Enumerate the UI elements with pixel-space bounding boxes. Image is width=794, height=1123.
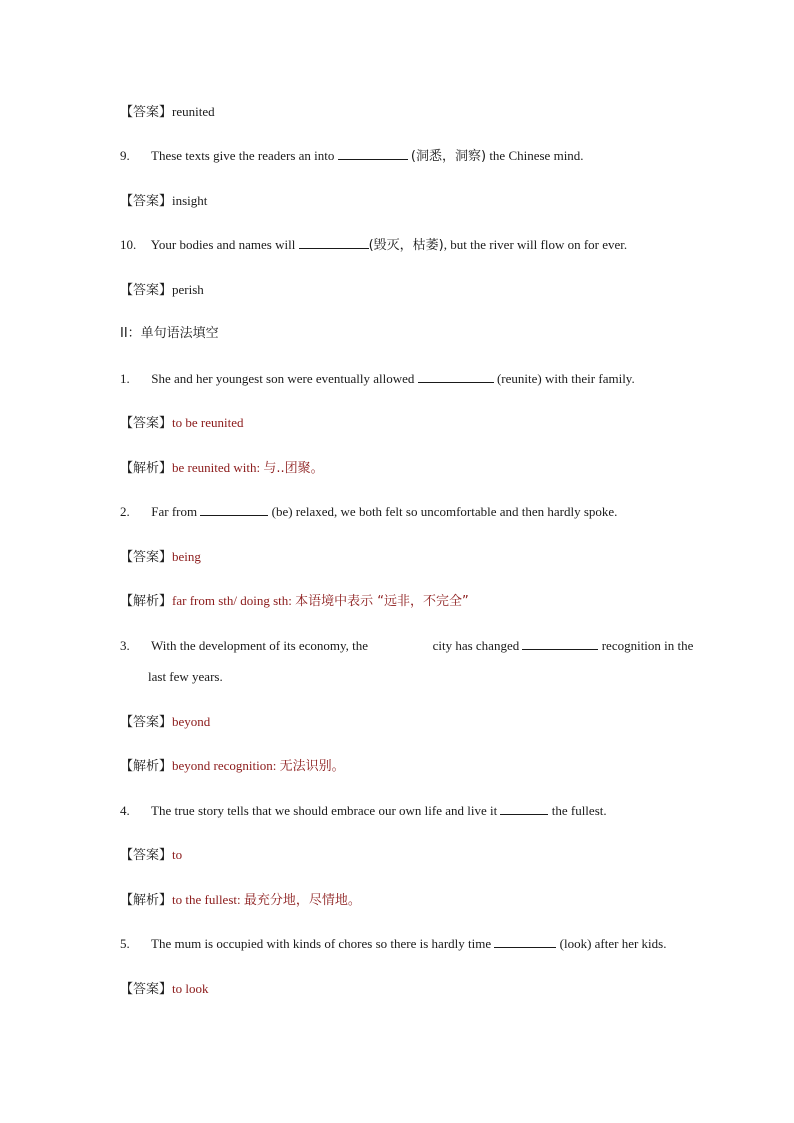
question-text-after: (be) relaxed, we both felt so uncomfortable and then hardly spoke. <box>271 504 618 519</box>
question-text: Far from <box>151 504 198 519</box>
answer-text: reunited <box>172 104 215 119</box>
grammar-explanation-3 <box>120 757 345 776</box>
answer-text: perish <box>172 282 204 297</box>
answer-blank <box>299 236 369 249</box>
grammar-explanation-2 <box>120 592 469 611</box>
answer-label: 【答案】 <box>120 848 173 863</box>
answer-text: being <box>172 549 201 564</box>
answer-label: 【答案】 <box>120 105 173 120</box>
grammar-answer-2 <box>120 548 201 567</box>
grammar-explanation-1 <box>120 459 324 478</box>
explanation-cn: 本语境中表示 “远非，不完全” <box>295 594 469 609</box>
grammar-explanation-4 <box>120 891 361 910</box>
question-text-after: (look) after her kids. <box>559 936 667 951</box>
question-text: With the development of its economy, the <box>151 638 369 653</box>
explanation-label: 【解析】 <box>120 594 173 609</box>
question-text-after: , but the river will flow on for ever. <box>443 237 628 252</box>
section-title: II：单句语法填空 <box>120 326 219 341</box>
question-number: 10. <box>120 237 137 252</box>
grammar-answer-1 <box>120 414 244 433</box>
question-hint: (洞悉，洞察) <box>410 149 487 164</box>
question-text: Your bodies and names will <box>150 237 296 252</box>
answer-text: to be reunited <box>172 415 244 430</box>
grammar-answer-4 <box>120 846 182 865</box>
answer-label: 【答案】 <box>120 715 173 730</box>
grammar-question-1 <box>120 370 635 388</box>
explanation-label: 【解析】 <box>120 759 173 774</box>
question-text-after: the fullest. <box>551 803 607 818</box>
question-text-after: (reunite) with their family. <box>496 371 635 386</box>
grammar-question-3-cont: last few years. <box>148 669 223 684</box>
answer-text: insight <box>172 193 208 208</box>
question-text-after: recognition in the <box>601 638 694 653</box>
question-number: 9. <box>120 148 130 163</box>
question-number: 5. <box>120 936 130 951</box>
answer-9 <box>120 192 207 211</box>
explanation-text: beyond recognition: <box>172 758 277 773</box>
answer-label: 【答案】 <box>120 194 173 209</box>
question-number: 3. <box>120 638 130 653</box>
answer-10 <box>120 281 204 300</box>
explanation-cn: 最充分地，尽情地。 <box>243 893 361 908</box>
question-9 <box>120 147 584 166</box>
answer-blank <box>200 503 268 516</box>
explanation-label: 【解析】 <box>120 461 173 476</box>
answer-text: beyond <box>172 714 211 729</box>
answer-blank <box>494 935 556 948</box>
answer-label: 【答案】 <box>120 982 173 997</box>
explanation-text: to the fullest: <box>172 892 241 907</box>
grammar-question-2 <box>120 503 617 521</box>
grammar-question-3 <box>120 637 693 655</box>
question-hint: (毁灭，枯萎) <box>368 238 444 253</box>
answer-blank <box>418 370 494 383</box>
explanation-text: be reunited with: <box>172 460 261 475</box>
grammar-question-5 <box>120 935 666 953</box>
question-text: The true story tells that we should embrace our own life and live it <box>151 803 498 818</box>
explanation-cn: 无法识别。 <box>279 759 345 774</box>
question-number: 2. <box>120 504 130 519</box>
grammar-answer-3 <box>120 713 210 732</box>
question-text-after: the Chinese mind. <box>489 148 584 163</box>
answer-blank <box>522 637 598 650</box>
question-text: The mum is occupied with kinds of chores so there is hardly time <box>151 936 492 951</box>
question-number: 4. <box>120 803 130 818</box>
answer-label: 【答案】 <box>120 283 173 298</box>
answer-label: 【答案】 <box>120 416 173 431</box>
answer-8 <box>120 103 215 122</box>
explanation-cn: 与..团聚。 <box>263 461 324 476</box>
question-10 <box>120 236 627 255</box>
question-number: 1. <box>120 371 130 386</box>
answer-blank <box>500 802 548 815</box>
explanation-label: 【解析】 <box>120 893 173 908</box>
answer-blank <box>338 147 408 160</box>
question-text: These texts give the readers an into <box>151 148 335 163</box>
question-text-mid: city has changed <box>432 638 520 653</box>
grammar-answer-5 <box>120 980 209 999</box>
answer-label: 【答案】 <box>120 550 173 565</box>
answer-text: to <box>172 847 183 862</box>
answer-text: to look <box>172 981 209 996</box>
question-text: She and her youngest son were eventually allowed <box>151 371 415 386</box>
explanation-text: far from sth/ doing sth: <box>172 593 292 608</box>
grammar-question-4 <box>120 802 607 820</box>
